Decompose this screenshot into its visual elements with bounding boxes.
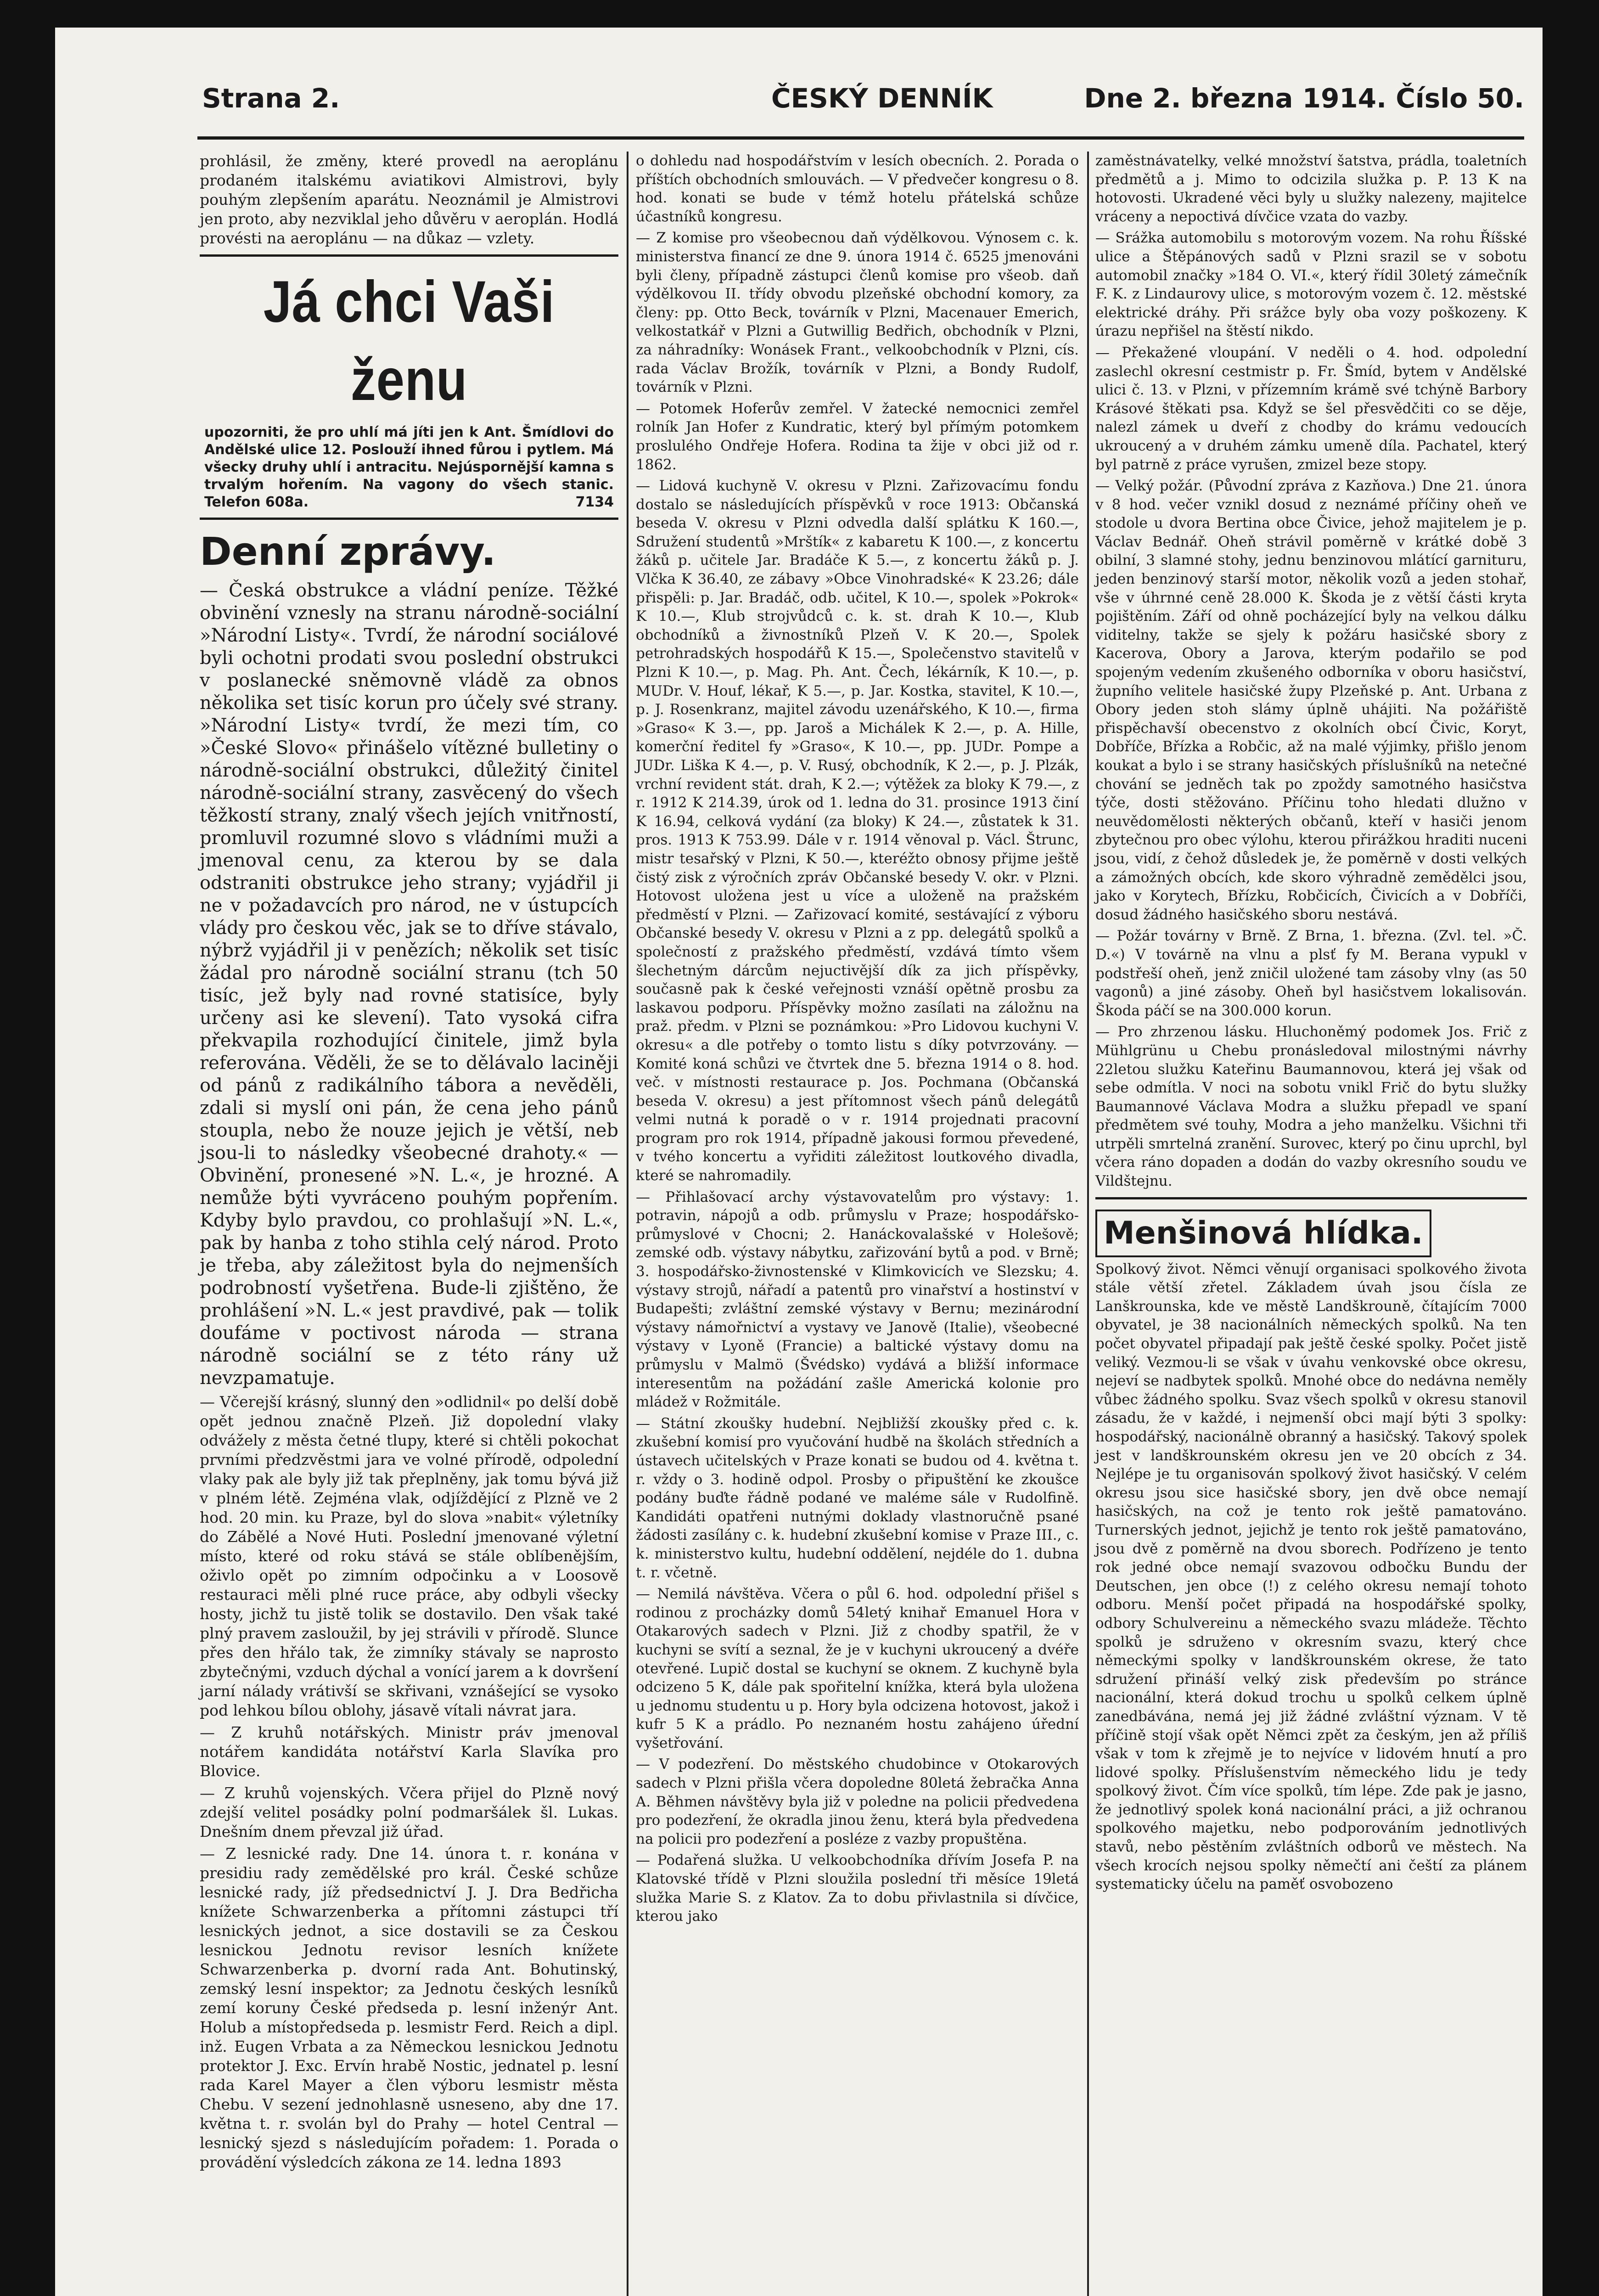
news-item: — Srážka automobilu s motorovým vozem. Na rohu Říšské ulice a Štěpánových sadů v Plzni srazil se v sobotu automobil značky »184 O. VI.«, který řídil 30letý zámečník F. K. z Lindaurovy ulice, s motorovým vozem č. 12. městské elektrické dráhy. Při srážce byly oba vozy poškozeny. K úrazu nepřišel na štěstí nikdo.	[1095, 230, 1527, 340]
divider	[1095, 1197, 1527, 1199]
news-item: — Požár továrny v Brně. Z Brna, 1. března. (Zvl. tel. »Č. D.«) V továrně na vlnu a plsť fy M. Berana vypukl v podstřeší oheň, jenž zničil uložené tam zásoby vlny (as 50 vagonů) a jiné zásoby. Oheň byl hasičstvem lokalisován. Škoda páčí se na 300.000 korun.	[1095, 928, 1527, 1019]
news-item: — Nemilá návštěva. Včera o půl 6. hod. odpolední přišel s rodinou z procházky domů 54letý knihař Emanuel Hora v Otakarových sadech v Plzni. Již z chodby spatřil, že v kuchyni se svítí a seznal, že je v kuchyni ukroucený a dvéře otevřené. Lupič dostal se kuchyní se oknem. Z kuchyně byla odcizeno 5 K, dále pak spořitelní knížka, která byla uložena u jednomu studentu u p. Hory byla odcizena hotovost, jakož i kufr 5 K a prádlo. Po neznaném hostu zahájeno úřední vyšetřování.	[636, 1586, 1079, 1751]
divider	[200, 254, 618, 257]
news-item: — Z kruhů vojenských. Včera přijel do Plzně nový zdejší velitel posádky polní podmaršálek šl. Lukas. Dnešním dnem převzal již úřad.	[200, 1784, 618, 1840]
news-item: — Pro zhrzenou lásku. Hluchoněmý podomek Jos. Frič z Mühlgrünu u Chebu pronásledoval milostnými návrhy 22letou služku Kateřinu Baumannovou, která jej však od sebe odmítla. V noci na sobotu vnikl Frič do bytu služky Baumannové Václava Modra a služku přepadl ve spaní předmětem své touhy, Modra a jeho manželku. Všichni tři utrpěli smrtelná zranění. Surovec, který po činu uprchl, byl včera ráno dopaden a dodán do vazby okresního soudu ve Vildštejnu.	[1095, 1024, 1527, 1190]
news-item: — Přihlašovací archy výstavovatelům pro výstavy: 1. potravin, nápojů a odb. průmyslu v Praze; hospodářsko-průmyslové v Chocni; 2. Hanáckovalašské v Holešově; zemské odb. výstavy nábytku, zařizování bytů a pod. v Brně; 3. hospodářsko-živnostenské v Klimkovicích ve Slezsku; 4. výstavy strojů, nářadí a patentů pro vinařství a hostinství v Budapešti; zvláštní zemské výstavy v Bernu; mezinárodní výstavy námořnictví a vystavy ve Janově (Italie), všeobecné výstavy v Lyoně (Francie) a baltické výstavy domu na průmyslu v Malmö (Švédsko) vydává a bližší informace interesentům na požádání zašle Americká kolonie pro mládež v Rožmitále.	[636, 1188, 1079, 1411]
news-item: — Z lesnické rady. Dne 14. února t. r. konána v presidiu rady zemědělské pro král. České schůze lesnické rady, jíž předsednictví J. J. Dra Bedřicha knížete Schwarzenberka a přítomni zástupci tří lesnických jednot, a sice dostavili se za Českou lesnickou Jednotu revisor lesních knížete Schwarzenberka p. dvorní rada Ant. Bohutinský, zemský lesní inspektor; za Jednotu českých lesníků zemí koruny České předseda p. lesní inženýr Ant. Holub a místopředseda p. lesmistr Ferd. Reich a dipl. inž. Eugen Vrbata a za Německou lesnickou Jednotu protektor J. Exc. Ervín hrabě Nostic, jednatel p. lesní rada Karel Mayer a člen výboru lesmistr města Chebu. V sezení jednohlasně usneseno, aby dne 17. května t. r. svolán byl do Prahy — hotel Central — lesnický sjezd s následujícím pořadem: 1. Porada o provádění výsledcích zákona ze 14. ledna 1893	[200, 1845, 618, 2171]
column-right	[1095, 152, 1527, 1896]
header-rule	[197, 136, 1524, 140]
page-header	[147, 73, 1524, 124]
news-item: — Z komise pro všeobecnou daň výdělkovou. Výnosem c. k. ministerstva financí ze dne 9. února 1914 č. 6525 jmenováni byli členy, případně zástupci členů komise pro všeob. daň výdělkovou II. třídy obvodu plzeňské obchodní komory, za členy: pp. Otto Beck, továrník v Plzni, Macenauer Emerich, velkostatkář v Plzni a Gutwillig Bedřich, obchodník v Plzni, za náhradníky: Wonásek Frant., velkoobchodník v Plzni, cís. rada Václav Brožík, továrník v Plzni, a Bondy Rudolf, továrník v Plzni.	[636, 230, 1079, 396]
news-item: — Státní zkoušky hudební. Nejbližší zkoušky před c. k. zkušební komisí pro vyučování hudbě na školách středních a ústavech učitelských v Praze konati se budou od 4. května t. r. vždy o 3. hodině odpol. Prosby o připuštění ke zkoušce podány buďte řádně podané ve maléme sále v Rudolfině. Kandidáti opatřeni nutnými doklady vlastnoručně psané žádosti zasílány c. k. hudební zkušební komise v Praze III., c. k. ministerstvo kultu, hudební oddělení, nejdéle do 1. dubna t. r. včetně.	[636, 1415, 1079, 1581]
advertisement-body: upozorniti, že pro uhlí má jíti jen k Ant. Šmídlovi do Andělské ulice 12. Poslouží ihned fůrou i pytlem. Má všecky druhy uhlí i antracitu. Nejúspornější kamna s trvalým hořením. Na vagony do všech stanic. Telefon 608a.	[204, 424, 614, 510]
news-item: — Lidová kuchyně V. okresu v Plzni. Zařizovacímu fondu dostalo se následujících příspěvků v roce 1913: Občanská beseda V. okresu v Plzni odvedla další splátku K 160.—, Sdružení studentů »Mrštík« z kabaretu K 100.—, z koncertu žáků p. učitele Jar. Bradáče K 5.—, z koncertu žáků p. J. Vlčka K 36.40, ze zábavy »Obce Vinohradské« K 23.26; dále přispěli: p. Jar. Bradáč, odb. učitel, K 10.—, spolek »Pokrok« K 10.—, Klub strojvůdců c. k. st. drah K 10.—, Klub obchodníků a živnostníků Plzeň V. K 20.—, Spolek petrohradských hospodářů K 15.—, Společenstvo stavitelů v Plzni K 10.—, p. Mag. Ph. Ant. Čech, lékárník, K 10.—, p. MUDr. V. Houf, lékař, K 5.—, p. Jar. Kostka, stavitel, K 10.—, p. J. Rosenkranz, majitel závodu uzenářského, K 10.—, firma »Graso« K 3.—, pp. Jaroš a Michálek K 2.—, p. A. Hille, komerční ředitel fy »Graso«, K 10.—, pp. JUDr. Pompe a JUDr. Liška K 4.—, p. V. Rusý, obchodník, K 2.—, p. J. Plzák, vrchní revident stát. drah, K 2.—; výtěžek za bloky K 79.—, z r. 1912 K 214.39, úrok od 1. ledna do 31. prosince 1913 činí K 16.94, celková vydání (za bloky) K 24.—, zůstatek k 31. pros. 1913 K 753.99. Dále v r. 1914 věnoval p. Václ. Štrunc, mistr tesařský v Plzni, K 50.—, kteréžto obnosy přijme ještě čistý zisk z výročních zpráv Občanské besedy V. okr. v Plzni. Hotovost uložena jest u více a uloženě na pražském předměstí v Plzni. — Zařizovací komité, sestávající z výboru Občanské besedy V. okresu v Plzni a z pp. delegátů spolků a společností z pražského předměstí, vzdává tímto všem šlechetným dárcům nejuctivější dík za jich příspěvky, současně pak k české veřejnosti vznáší opětně prosbu za laskavou podporu. Příspěvky možno zasílati na záložnu na praž. předm. v Plzni se poznámkou: »Pro Lidovou kuchyni V. okresu« a dle potřeby o tomto listu s díky potvrzovány. — Komité koná schůzi ve čtvrtek dne 5. března 1914 o 8. hod. več. v místnosti restaurace p. Jos. Pochmana (Občanská beseda V. okresu) a jest přítomnost všech pánů delegátů velmi nutná k poradě o v r. 1914 projednati pracovní program pro rok 1914, případně jakousi formou převedené, v tvého koncertu a vyřiditi záležitost loutkového divadla, které se nahromadily.	[636, 478, 1079, 1184]
column-left	[200, 152, 618, 2175]
article-continuation: prohlásil, že změny, které provedl na aeroplánu prodaném italskému aviatikovi Almistrovi, byly pouhým zlepšením aparátu. Neoznámil je Almistrovi jen proto, aby nezviklal jeho důvěru v aeroplán. Hodlá provésti na aeroplánu — na důkaz — vzlety.	[200, 152, 618, 247]
advertisement-headline: Já chci Vaši ženu	[263, 269, 555, 413]
lead-story: — Česká obstrukce a vládní peníze. Těžké obvinění vznesly na stranu národně-sociální »Národní Listy«. Tvrdí, že národní sociálové byli ochotni prodati svou poslední obstrukci v poslanecké sněmovně vládě za obnos několika set tisíc korun pro účely své strany. »Národní Listy« tvrdí, že mezi tím, co »České Slovo« přinášelo vítězné bulletiny o národně-sociální obstrukci, důležitý činitel národně-sociální strany, zasvěcený do všech těžkostí strany, znalý všech jejích vnitřností, promluvil rozumné slovo s vládními muži a jmenoval cenu, za kterou by se dala odstraniti obstrukce jeho strany; vyjádřil ji ne v požadavcích pro národ, ne v ústupcích vlády pro českou věc, jak se to dříve stávalo, nýbrž vyjádřil ji v penězích; několik set tisíc žádal pro národně sociální stranu (tch 50 tisíc, jež byly nad rovné statisíce, byly určeny asi ke slevení). Tato vysoká cifra překvapila rozhodující činitele, jimž byla referována. Věděli, že se to dělávalo laciněji od pánů z radikálního tábora a nevěděli, zdali si myslí oni pán, že cena jeho pánů stoupla, nebo že nouze jejich je větší, neb jsou-li to následky všeobecné drahoty.« — Obvinění, pronesené »N. L.«, je hrozné. A nemůže býti vyvráceno pouhým popřením. Kdyby bylo pravdou, co prohlašují »N. L.«, pak by hanba z toho stihla celý národ. Proto je třeba, aby záležitost byla do nejmenších podrobností vyšetřena. Bude-li zjištěno, že prohlášení »N. L.« jest pravdivé, pak — tolik doufáme v poctivost národa — strana národně sociální se z této rány už nevzpamatuje.	[200, 580, 618, 1389]
column-divider	[627, 152, 628, 2296]
column-middle	[636, 152, 1079, 1929]
news-item: — Potomek Hoferův zemřel. V žatecké nemocnici zemřel rolník Jan Hofer z Kundratic, který byl přímým potomkem proslulého Ondřeje Hofera. Rodina ta žije v obci již od r. 1862.	[636, 400, 1079, 473]
section-title-daily-news: Denní zprávy.	[200, 529, 496, 574]
column-divider	[1087, 152, 1089, 2296]
news-item: — Včerejší krásný, slunný den »odlidnil« po delší době opět jednou značně Plzeň. Již dopolední vlaky odvážely z města četné tlupy, které si chtěli pokochat prvními předzvěstmi jara ve volné přírodě, odpolední vlaky pak ale byly již tak přeplněny, jak tomu bývá již v plném létě. Zejména vlak, odjíždějící z Plzně ve 2 hod. 20 min. ku Praze, byl do slova »nabit« výletníky do Zábělé a Nové Huti. Poslední jmenované výletní místo, které od roku stává se stále oblíbenějším, oživlo opět po zimním odpočinku a v Loosově restauraci měli plné ruce práce, aby odbyli všecky hosty, jichž tu jistě tolik se dostavilo. Den však také plný pravem zasloužil, by jej strávili v přírodě. Slunce přes den hřálo tak, že zimníky stávaly se naprosto zbytečnými, vzduch dýchal a vonící jarem a k dovršení jarní nálady vrátivší se skřivani, vznášející se vysoko pod lehkou bílou oblohy, jásavě vítali návrat jara.	[200, 1393, 618, 1719]
issue-date: Dne 2. března 1914. Číslo 50.	[1084, 83, 1524, 114]
news-item: — Z kruhů notářských. Ministr práv jmenoval notářem kandidáta notářství Karla Slavíka pro Blovice.	[200, 1723, 618, 1780]
news-item: — Velký požár. (Původní zpráva z Kazňova.) Dne 21. února v 8 hod. večer vznikl dosud z neznámé příčiny oheň ve stodole u dvora Bertina obce Čivice, jehož majitelem je p. Václav Bednář. Oheň strávil poměrně v krátké době 3 obilní, 3 slamné stohy, jednu benzinovou mlátící garnituru, jeden benzinový starší motor, několik vozů a jeden stohař, vše v úhrnné ceně 28.000 K. Škoda je z větší části kryta pojištěním. Září od ohně pocházející byly na velkou dálku viditelny, takže se sjely k požáru hasičské sbory z Kacerova, Obory a Jarova, kterým podařilo se pod spojeným vedením zkušeného odborníka v oboru hasičství, župního velitele hasičské župy Plzeňské p. Ant. Urbana z Obory jeden stoh slámy úplně uhájiti. Na požářiště přispěchavší obecenstvo z okolních obcí Čivic, Koryt, Dobříče, Břízka a Robčic, až na malé výjimky, přišlo jenom koukat a bylo i se strany hasičských příslušníků na netečné chování se jedněch tak po zpoždy samotného hasičstva týče, dosti stěžováno. Příčinu toho hledati dlužno v neuvědomělosti některých občanů, kteří v hasiči jenom zbytečnou pro obec výlohu, kterou přirážkou hraditi nuceni jsou, vidí, z čehož důsledek je, že poměrně v dosti velkých a zámožných obcích, kde skoro výhradně zemědělci jsou, jako v Korytech, Břízku, Robčicích, Čivicích a v Dobříči, dosud žádného hasičského sboru nestává.	[1095, 478, 1527, 923]
news-item: — Podařená služka. U velkoobchodníka dřívím Josefa P. na Klatovské třídě v Plzni sloužila poslední tři měsíce 19letá služka Marie S. z Klatov. Za to dobu přivlastnila si dívčice, kterou jako	[636, 1852, 1079, 1925]
advertisement-text	[204, 424, 614, 511]
news-item: zaměstnávatelky, velké množství šatstva, prádla, toaletních předmětů a j. Mimo to odcizila služka p. P. 13 K na hotovosti. Ukradené věci byly u služky nalezeny, majitelce vráceny a nepoctivá dívčice vzata do vazby.	[1095, 152, 1527, 225]
news-item: o dohledu nad hospodářstvím v lesích obecních. 2. Porada o příštích obchodních smlouvách. — V předvečer kongresu o 8. hod. konati se bude v témž hotelu přátelská schůze účastníků kongresu.	[636, 152, 1079, 225]
section-title-minority-watch: Menšinová hlídka.	[1095, 1210, 1431, 1257]
minority-article: Spolkový život. Němci věnují organisaci spolkového života stále větší zřetel. Základem úvah jsou čísla ze Lanškrounska, kde ve městě Landškrouně, čítajícím 7000 obyvatel, je 38 nacionálních německých spolků. Na ten počet obyvatel připadají pak ještě české spolky. Počet jistě veliký. Vezmou-li se však v úvahu venkovské obce okresu, nejeví se nadbytek spolků. Mnohé obce do nedávna neměly vůbec žádného spolku. Svaz všech spolků v okresu stanovil zásadu, že v každé, i nejmenší obci mají býti 3 spolky: hospodářský, nacionálně obranný a hasičský. Takový spolek jest v landškrounském okresu jen ve 20 obcích z 34. Nejlépe je tu organisován spolkový život hasičský. V celém okresu jsou sice hasičské sbory, jen dvě obce nemají hasičských, na což je tento rok ještě pamatováno. Turnerských jednot, jejichž je tento rok ještě pamatováno, jsou dvě z poměrně na dvou sborech. Podřízeno je tento rok jedné obce nemají svazovou odbočku Bundu der Deutschen, jen obce (!) z celého okresu nemají tohoto odboru. Menší počet připadá na hospodářské spolky, odbory Schulvereinu a německého svazu mládeže. Těchto spolků je sdruženo v okresním svazu, který chce německými spolky v landškrounském okrese, že tato sdružení přináší velký zisk především po stránce nacionální, která dokud trochu u spolků celkem úplně zanedbávána, nemá jej již žádné zvláštní význam. V tě příčině stojí však opět Němci zpět za českým, jen až příliš však v tom k zřejmě je to nejvíce v lidovém hnutí a pro lidové spolky. Příslušenstvím německého lidu je tedy spolkový život. Čím více spolků, tím lépe. Zde pak je jasno, že jednotlivý spolek koná nacionální práci, a již ochranou spolkového majetku, nebo podporováním jednotlivých stavů, nebo pěstěním zvláštních odborů ve městech. Na všech krocích nejsou spolky němečtí ani čeští za plánem systematicky účelu na paměť osvobozeno	[1095, 1261, 1527, 1893]
newspaper-title: ČESKÝ DENNÍK	[771, 83, 993, 114]
page-number: Strana 2.	[202, 83, 340, 114]
divider	[200, 518, 618, 520]
news-item: — Překažené vloupání. V neděli o 4. hod. odpolední zaslechl okresní cestmistr p. Fr. Šmíd, bytem v Andělské ulici č. 13. v Plzni, v přízemním krámě své tchýně Barbory Krásové štěkati psa. Když se šel přesvědčiti co se děje, nalezl zámek u dveří z chodby do krámu vedoucích ukroucený a v druhém zámku umeně díla. Pachatel, který byl patrně z práce vyrušen, zmizel beze stopy.	[1095, 344, 1527, 473]
news-item: — V podezření. Do městského chudobince v Otokarových sadech v Plzni přišla včera dopoledne 80letá žebračka Anna A. Běhmen návštěvy byla již v poledne na policii předvedena pro podezření, že okradla jinou ženu, která byla předvedena na policii pro podezření a posléze z vazby propuštěna.	[636, 1756, 1079, 1847]
advertisement-number: 7134	[575, 494, 614, 510]
